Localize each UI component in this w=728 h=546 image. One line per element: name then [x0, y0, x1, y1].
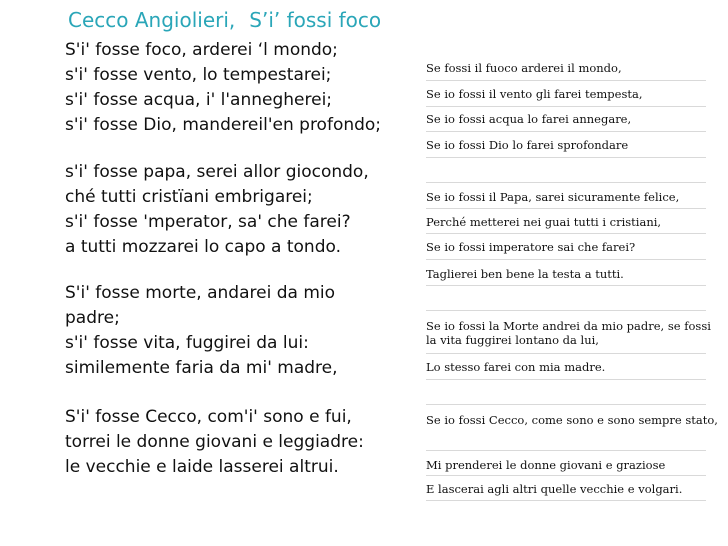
poem-line: s'i' fosse Dio, mandereil'en profondo; — [65, 115, 382, 135]
translation-line: Mi prenderei le donne giovani e graziose — [426, 458, 666, 472]
poem-line: s'i' fosse vita, fuggirei da lui: — [65, 333, 309, 353]
poem-line: s'i' fosse 'mperator, sa' che farei? — [65, 212, 351, 232]
poem-line: ché tutti cristïani embrigarei; — [65, 187, 313, 207]
poem-line: S'i' fosse foco, arderei ‘l mondo; — [65, 40, 338, 60]
divider — [426, 157, 706, 158]
divider — [426, 208, 706, 209]
divider — [426, 106, 706, 107]
translation-line: Se io fossi Dio lo farei sprofondare — [426, 138, 629, 152]
translation-line: Lo stesso farei con mia madre. — [426, 360, 606, 374]
divider — [426, 379, 706, 380]
translation-line: E lascerai agli altri quelle vecchie e volgari. — [426, 482, 683, 496]
divider — [426, 131, 706, 132]
title-author: Cecco Angiolieri, — [68, 8, 236, 32]
translation-line: Se io fossi acqua lo farei annegare, — [426, 112, 632, 126]
page-title — [68, 4, 381, 36]
poem-line: padre; — [65, 308, 120, 328]
poem-line: similemente faria da mi' madre, — [65, 358, 338, 378]
original-poem — [65, 38, 405, 480]
divider — [426, 233, 706, 234]
poem-line: torrei le donne giovani e leggiadre: — [65, 432, 364, 452]
translation-line: Perché metterei nei guai tutti i cristiani, — [426, 215, 662, 229]
divider — [426, 475, 706, 476]
translation-line: Se io fossi la Morte andrei da mio padre, se fossi la vita fuggirei lontano da lui, — [426, 319, 711, 347]
title-poem: S’i’ fossi foco — [249, 8, 382, 32]
poem-line: le vecchie e laide lasserei altrui. — [65, 457, 339, 477]
poem-line: s'i' fosse vento, lo tempestarei; — [65, 65, 332, 85]
poem-line: S'i' fosse morte, andarei da mio — [65, 283, 336, 303]
divider — [426, 500, 706, 501]
divider — [426, 310, 706, 311]
translation-line: Taglierei ben bene la testa a tutti. — [426, 267, 624, 281]
poem-line: a tutti mozzarei lo capo a tondo. — [65, 237, 341, 257]
translation-line: Se io fossi imperatore sai che farei? — [426, 240, 636, 254]
divider — [426, 353, 706, 354]
translation-line: Se fossi il fuoco arderei il mondo, — [426, 61, 622, 75]
poem-line: s'i' fosse papa, serei allor giocondo, — [65, 162, 369, 182]
divider — [426, 285, 706, 286]
divider — [426, 80, 706, 81]
divider — [426, 259, 706, 260]
divider — [426, 450, 706, 451]
divider — [426, 182, 706, 183]
translation-line: Se io fossi il vento gli farei tempesta, — [426, 87, 643, 101]
poem-line: S'i' fosse Cecco, com'i' sono e fui, — [65, 407, 352, 427]
translation-line: Se io fossi Cecco, come sono e sono sempre stato, — [426, 413, 718, 427]
divider — [426, 404, 706, 405]
translation-line: Se io fossi il Papa, sarei sicuramente felice, — [426, 190, 680, 204]
poem-line: s'i' fosse acqua, i' l'annegherei; — [65, 90, 333, 110]
